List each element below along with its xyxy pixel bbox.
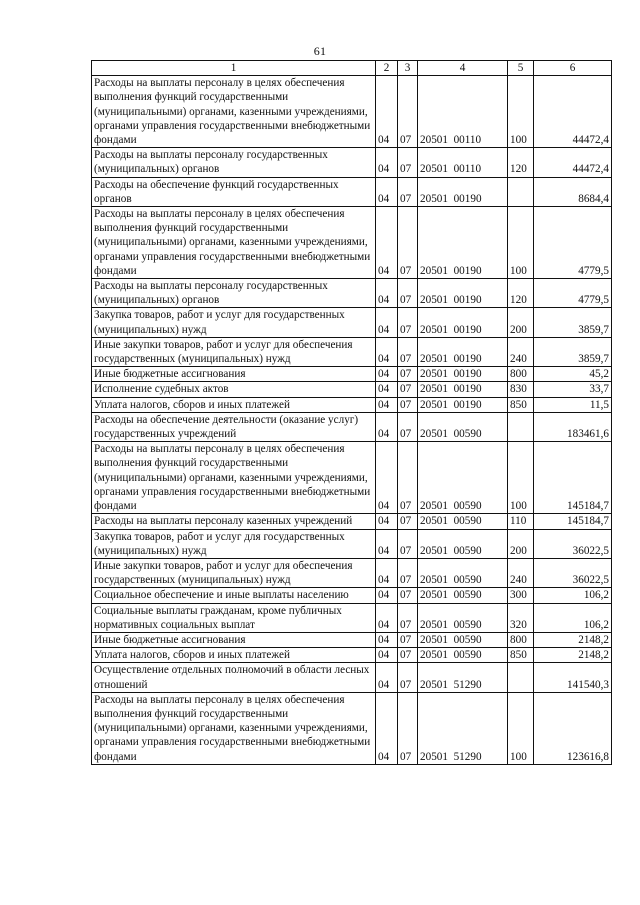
row-name-cell: Уплата налогов, сборов и иных платежей [92,648,376,663]
table-row [92,337,612,366]
row-expense-type-cell: 100 [508,207,534,279]
row-name-cell: Расходы на выплаты персоналу государственных (муниципальных) органов [92,148,376,177]
header-cell-amount: 6 [534,61,612,76]
page-number: 61 [313,44,327,58]
row-name-cell: Социальные выплаты гражданам, кроме публичных нормативных социальных выплат [92,603,376,632]
header-cell-name: 1 [92,61,376,76]
row-section-cell: 04 [376,177,398,206]
row-name-cell: Закупка товаров, работ и услуг для государственных (муниципальных) нужд [92,529,376,558]
row-amount-cell: 2148,2 [534,648,612,663]
row-expense-type-cell: 800 [508,367,534,382]
row-amount-cell: 141540,3 [534,663,612,692]
row-expense-type-cell: 110 [508,514,534,529]
row-section-cell: 04 [376,588,398,603]
row-target-article-cell: 20501 00190 [418,337,508,366]
table-row [92,207,612,279]
row-amount-cell: 8684,4 [534,177,612,206]
row-expense-type-cell [508,412,534,441]
row-amount-cell: 145184,7 [534,442,612,514]
row-subsection-cell: 07 [398,382,418,397]
row-subsection-cell: 07 [398,207,418,279]
row-amount-cell: 4779,5 [534,279,612,308]
row-name-cell: Иные закупки товаров, работ и услуг для обеспечения государственных (муниципальных) нужд [92,558,376,587]
row-target-article-cell: 20501 00590 [418,603,508,632]
row-subsection-cell: 07 [398,76,418,148]
row-name-cell: Расходы на выплаты персоналу в целях обеспечения выполнения функций государственными (муниципальными) органами, казенными учреждениями, органами управления государственными внебюджетными фондами [92,442,376,514]
row-section-cell: 04 [376,692,398,764]
row-section-cell: 04 [376,412,398,441]
row-expense-type-cell: 120 [508,148,534,177]
row-expense-type-cell [508,663,534,692]
row-amount-cell: 145184,7 [534,514,612,529]
table-row [92,367,612,382]
row-name-cell: Иные бюджетные ассигнования [92,632,376,647]
row-section-cell: 04 [376,207,398,279]
row-amount-cell: 4779,5 [534,207,612,279]
row-amount-cell: 123616,8 [534,692,612,764]
row-expense-type-cell: 240 [508,558,534,587]
row-target-article-cell: 20501 00190 [418,367,508,382]
row-subsection-cell: 07 [398,603,418,632]
header-cell-expense-type: 5 [508,61,534,76]
row-subsection-cell: 07 [398,308,418,337]
row-target-article-cell: 20501 00190 [418,279,508,308]
table-row [92,529,612,558]
row-expense-type-cell: 100 [508,76,534,148]
row-target-article-cell: 20501 00590 [418,632,508,647]
row-subsection-cell: 07 [398,632,418,647]
row-name-cell: Расходы на выплаты персоналу в целях обеспечения выполнения функций государственными (муниципальными) органами, казенными учреждениями, органами управления государственными внебюджетными фондами [92,76,376,148]
row-name-cell: Расходы на обеспечение функций государственных органов [92,177,376,206]
row-target-article-cell: 20501 00590 [418,558,508,587]
table-row [92,603,612,632]
row-expense-type-cell: 100 [508,692,534,764]
row-expense-type-cell: 240 [508,337,534,366]
row-target-article-cell: 20501 00590 [418,412,508,441]
row-name-cell: Расходы на выплаты персоналу в целях обеспечения выполнения функций государственными (муниципальными) органами, казенными учреждениями, органами управления государственными внебюджетными фондами [92,692,376,764]
table-row [92,514,612,529]
row-subsection-cell: 07 [398,529,418,558]
row-target-article-cell: 20501 00110 [418,76,508,148]
row-section-cell: 04 [376,337,398,366]
row-section-cell: 04 [376,308,398,337]
row-name-cell: Уплата налогов, сборов и иных платежей [92,397,376,412]
row-expense-type-cell [508,177,534,206]
row-amount-cell: 36022,5 [534,529,612,558]
table-row [92,648,612,663]
row-section-cell: 04 [376,558,398,587]
row-subsection-cell: 07 [398,514,418,529]
table-row [92,442,612,514]
header-cell-subsection: 3 [398,61,418,76]
budget-table [91,60,612,765]
row-amount-cell: 11,5 [534,397,612,412]
row-target-article-cell: 20501 00590 [418,442,508,514]
row-name-cell: Расходы на выплаты персоналу государственных (муниципальных) органов [92,279,376,308]
table-row [92,692,612,764]
table-row [92,663,612,692]
row-amount-cell: 44472,4 [534,148,612,177]
row-amount-cell: 44472,4 [534,76,612,148]
row-name-cell: Расходы на выплаты персоналу в целях обеспечения выполнения функций государственными (муниципальными) органами, казенными учреждениями, органами управления государственными внебюджетными фондами [92,207,376,279]
row-subsection-cell: 07 [398,663,418,692]
row-name-cell: Расходы на выплаты персоналу казенных учреждений [92,514,376,529]
table-row [92,588,612,603]
row-amount-cell: 106,2 [534,603,612,632]
row-section-cell: 04 [376,148,398,177]
row-expense-type-cell: 100 [508,442,534,514]
table-row [92,412,612,441]
row-subsection-cell: 07 [398,177,418,206]
row-expense-type-cell: 300 [508,588,534,603]
row-section-cell: 04 [376,397,398,412]
row-target-article-cell: 20501 00110 [418,148,508,177]
row-subsection-cell: 07 [398,397,418,412]
row-amount-cell: 33,7 [534,382,612,397]
row-name-cell: Иные закупки товаров, работ и услуг для обеспечения государственных (муниципальных) нужд [92,337,376,366]
row-expense-type-cell: 120 [508,279,534,308]
table-row [92,76,612,148]
row-expense-type-cell: 850 [508,397,534,412]
row-target-article-cell: 20501 00190 [418,177,508,206]
row-section-cell: 04 [376,367,398,382]
row-subsection-cell: 07 [398,442,418,514]
table-row [92,397,612,412]
row-subsection-cell: 07 [398,337,418,366]
row-section-cell: 04 [376,442,398,514]
row-section-cell: 04 [376,663,398,692]
row-section-cell: 04 [376,279,398,308]
row-amount-cell: 3859,7 [534,337,612,366]
table-row [92,558,612,587]
row-amount-cell: 183461,6 [534,412,612,441]
row-subsection-cell: 07 [398,367,418,382]
row-target-article-cell: 20501 00190 [418,308,508,337]
row-subsection-cell: 07 [398,558,418,587]
row-section-cell: 04 [376,648,398,663]
header-cell-section: 2 [376,61,398,76]
row-name-cell: Социальное обеспечение и иные выплаты населению [92,588,376,603]
row-subsection-cell: 07 [398,692,418,764]
header-cell-target-article: 4 [418,61,508,76]
row-amount-cell: 2148,2 [534,632,612,647]
row-target-article-cell: 20501 00190 [418,382,508,397]
table-row [92,382,612,397]
row-subsection-cell: 07 [398,648,418,663]
row-target-article-cell: 20501 00590 [418,529,508,558]
table-header-row [92,61,612,76]
table-row [92,632,612,647]
row-target-article-cell: 20501 51290 [418,663,508,692]
row-target-article-cell: 20501 51290 [418,692,508,764]
row-subsection-cell: 07 [398,412,418,441]
row-amount-cell: 106,2 [534,588,612,603]
row-section-cell: 04 [376,529,398,558]
row-subsection-cell: 07 [398,588,418,603]
row-target-article-cell: 20501 00190 [418,207,508,279]
row-expense-type-cell: 320 [508,603,534,632]
row-amount-cell: 36022,5 [534,558,612,587]
row-subsection-cell: 07 [398,279,418,308]
row-expense-type-cell: 800 [508,632,534,647]
row-expense-type-cell: 850 [508,648,534,663]
row-target-article-cell: 20501 00190 [418,397,508,412]
row-name-cell: Иные бюджетные ассигнования [92,367,376,382]
row-name-cell: Расходы на обеспечение деятельности (оказание услуг) государственных учреждений [92,412,376,441]
row-section-cell: 04 [376,382,398,397]
row-section-cell: 04 [376,76,398,148]
row-subsection-cell: 07 [398,148,418,177]
row-amount-cell: 45,2 [534,367,612,382]
row-section-cell: 04 [376,632,398,647]
row-expense-type-cell: 200 [508,529,534,558]
table-row [92,279,612,308]
row-expense-type-cell: 830 [508,382,534,397]
row-target-article-cell: 20501 00590 [418,648,508,663]
row-target-article-cell: 20501 00590 [418,514,508,529]
table-row [92,308,612,337]
row-section-cell: 04 [376,603,398,632]
row-name-cell: Исполнение судебных актов [92,382,376,397]
table-row [92,177,612,206]
row-name-cell: Закупка товаров, работ и услуг для государственных (муниципальных) нужд [92,308,376,337]
table-row [92,148,612,177]
row-name-cell: Осуществление отдельных полномочий в области лесных отношений [92,663,376,692]
row-section-cell: 04 [376,514,398,529]
row-target-article-cell: 20501 00590 [418,588,508,603]
row-expense-type-cell: 200 [508,308,534,337]
row-amount-cell: 3859,7 [534,308,612,337]
